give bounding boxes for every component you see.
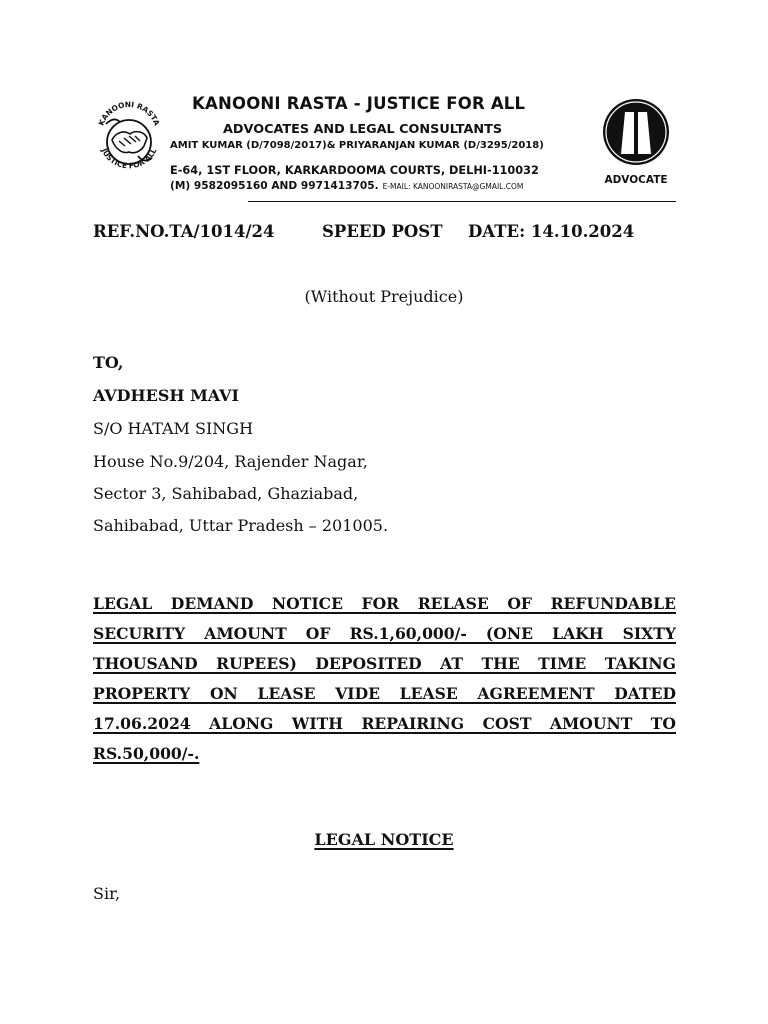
letter-date: DATE: 14.10.2024: [468, 222, 635, 241]
letterhead: [92, 88, 676, 204]
reference-number: REF.NO.TA/1014/24: [93, 222, 275, 241]
firm-email: E-MAIL: KANOONIRASTA@GMAIL.COM: [382, 182, 524, 191]
logo-left-bottom-text: JUSTICE FOR ALL: [99, 146, 159, 171]
advocate-band-emblem-icon: [597, 98, 675, 188]
handshake-emblem-icon: [92, 94, 166, 182]
firm-contact: [170, 180, 523, 192]
recipient-relation: S/O HATAM SINGH: [93, 419, 254, 438]
recipient-address-line2: Sector 3, Sahibabad, Ghaziabad,: [93, 484, 359, 503]
recipient-address-line1: House No.9/204, Rajender Nagar,: [93, 452, 368, 471]
logo-right-label: ADVOCATE: [604, 174, 668, 186]
salutation: Sir,: [93, 884, 121, 903]
firm-subtitle: ADVOCATES AND LEGAL CONSULTANTS: [223, 122, 503, 137]
notice-subject: LEGAL DEMAND NOTICE FOR RELASE OF REFUNDABLE SECURITY AMOUNT OF RS.1,60,000/- (ONE LAKH SIXTY THOUSAND RUPEES) DEPOSITED AT THE TIME TAKING PROPERTY ON LEASE VIDE LEASE AGREEMENT DATED 17.06.2024 ALONG WITH REPAIRING COST AMOUNT TO RS.50,000/-.: [93, 594, 676, 763]
firm-name: KANOONI RASTA - JUSTICE FOR ALL: [192, 94, 526, 113]
recipient-name: AVDHESH MAVI: [93, 386, 239, 405]
firm-phones: (M) 9582095160 AND 9971413705.: [170, 180, 379, 192]
to-label: TO,: [93, 353, 124, 372]
firm-partners: AMIT KUMAR (D/7098/2017)& PRIYARANJAN KUMAR (D/3295/2018): [170, 140, 544, 151]
without-prejudice-note: (Without Prejudice): [304, 287, 464, 306]
notice-heading: LEGAL NOTICE: [314, 830, 454, 849]
logo-left-top-text: KANOONI RASTA: [96, 99, 162, 127]
firm-address: E-64, 1ST FLOOR, KARKARDOOMA COURTS, DELHI-110032: [170, 164, 539, 177]
notice-heading-wrap: [0, 830, 768, 849]
letterhead-divider: [248, 201, 676, 202]
dispatch-mode: SPEED POST: [322, 222, 443, 241]
recipient-address-line3: Sahibabad, Uttar Pradesh – 201005.: [93, 516, 389, 535]
reference-line: [93, 222, 693, 244]
